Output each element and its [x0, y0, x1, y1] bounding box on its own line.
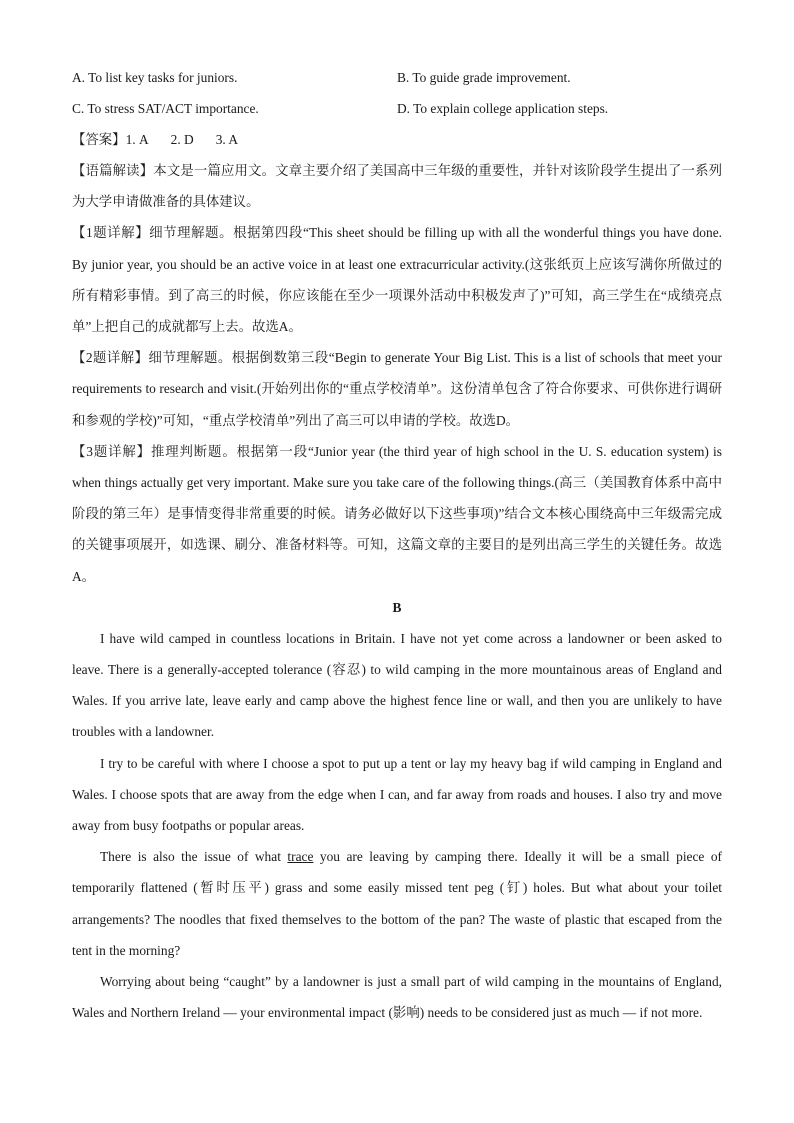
p3-text-after: you are leaving by camping there. Ideally it will be a small piece of temporarily flattened (暂时压平) grass and some easily missed tent peg (钉) holes. But what about your toilet arrangements? The noodles that fixed themselves to the bottom of the pan? The waste of plastic that escaped from the tent in the morning? [72, 849, 723, 958]
q1-explanation [72, 217, 722, 342]
passage-paragraph-3 [72, 841, 722, 966]
option-row [72, 93, 722, 124]
option-a: A. To list key tasks for juniors. [72, 69, 238, 85]
q2-label: 【2题详解】 [72, 350, 149, 366]
answer-item: 1. A [125, 132, 149, 147]
intro-text: 本文是一篇应用文。文章主要介绍了美国高中三年级的重要性，并针对该阶段学生提出了一系列为大学申请做准备的具体建议。 [72, 163, 723, 210]
q1-label: 【1题详解】 [72, 225, 150, 241]
intro-label: 【语篇解读】 [72, 163, 154, 178]
q2-explanation [72, 342, 722, 436]
q1-text: 细节理解题。根据第四段“This sheet should be filling up with all the wonderful things you have done. By junior year, you should be an active voice in at least one extracurricular activity.(这张纸页上应该写满你所做过的所有精彩事情。到了高三的时候，你应该能在至少一项课外活动中积极发声了)”可知，高三学生在“成绩亮点单”上把自己的成就都写上去。故选A。 [72, 225, 722, 335]
document-content [72, 62, 722, 1028]
q3-label: 【3题详解】 [72, 443, 151, 459]
p3-text-before: There is also the issue of what [100, 849, 288, 865]
option-c: C. To stress SAT/ACT importance. [72, 100, 259, 116]
q3-text: 推理判断题。根据第一段“Junior year (the third year of high school in the U. S. education system) is when things actually get very important. Make sure you take care of the following things.(高三（美国教育体系中高中阶段的第三年）是事情变得非常重要的时候。请务必做好以下这些事项)”结合文本核心围绕高中三年级需完成的关键事项展开，如选课、刷分、准备材料等。可知，这篇文章的主要目的是列出高三学生的关键任务。故选A。 [72, 443, 722, 584]
intro-paragraph [72, 155, 722, 217]
answer-item: 3. A [215, 132, 239, 147]
q2-text: 细节理解题。根据倒数第三段“Begin to generate Your Big List. This is a list of schools that meet your requirements to research and visit.(开始列出你的“重点学校清单”。这份清单包含了符合你要求、可供你进行调研和参观的学校)”可知，“重点学校清单”列出了高三可以申请的学校。故选D。 [72, 350, 722, 428]
passage-paragraph-1: I have wild camped in countless locations in Britain. I have not yet come across a landowner or been asked to leave. There is a generally-accepted tolerance (容忍) to wild camping in the more mountainous areas of England and Wales. If you arrive late, leave early and camp above the highest fence line or wall, and then you are unlikely to have troubles with a landowner. [72, 630, 722, 740]
passage-paragraph-4: Worrying about being “caught” by a landowner is just a small part of wild camping in the mountains of England, Wales and Northern Ireland — your environmental impact (影响) needs to be considered just as much — if not more. [72, 974, 722, 1021]
option-b: B. To guide grade improvement. [397, 69, 571, 85]
underlined-word: trace [287, 849, 314, 865]
section-heading: B [392, 599, 402, 615]
passage-paragraph-2: I try to be careful with where I choose a spot to put up a tent or lay my heavy bag if wild camping in England and Wales. I choose spots that are away from the edge when I can, and far away from roads and houses. I also try and move away from busy footpaths or popular areas. [72, 755, 722, 834]
option-row [72, 62, 722, 93]
option-d: D. To explain college application steps. [397, 100, 609, 116]
answer-label: 【答案】 [72, 132, 126, 147]
answer-item: 2. D [170, 132, 194, 147]
answer-line [72, 124, 722, 155]
q3-explanation [72, 436, 722, 592]
